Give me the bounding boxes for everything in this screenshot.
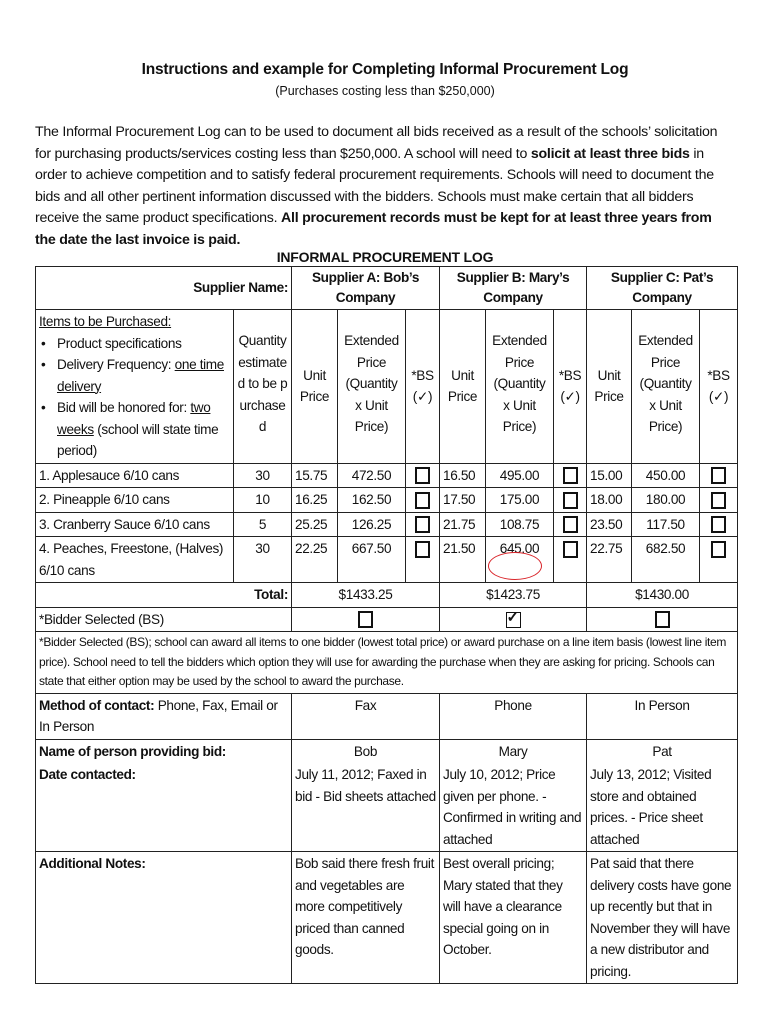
item-quantity: 5	[234, 512, 292, 537]
checkbox-icon	[358, 611, 373, 628]
bidder-selected-row	[36, 607, 738, 632]
intro-bold-2: All procurement records must be kept for at least three years from the date the last invoice is paid.	[35, 210, 712, 248]
supplier-a-method: Fax	[292, 693, 440, 739]
bidder-note-row	[36, 632, 738, 694]
a-bs-checkbox[interactable]	[406, 463, 440, 488]
checkbox-icon	[415, 467, 430, 484]
a-bs-checkbox[interactable]	[406, 537, 440, 583]
method-label-rest: Phone, Fax, Email or In Person	[39, 697, 278, 734]
c-bs-checkbox[interactable]	[700, 463, 738, 488]
bidder-selected-label: *Bidder Selected (BS)	[36, 607, 292, 632]
person-label: Name of person providing bid:	[36, 739, 292, 763]
b-bs-checkbox[interactable]	[554, 463, 587, 488]
supplier-b-method: Phone	[440, 693, 587, 739]
a-unit-price: 22.25	[292, 537, 338, 583]
checkbox-icon	[415, 516, 430, 533]
b-unit-price: 16.50	[440, 463, 486, 488]
b-extended-price: 108.75	[486, 512, 554, 537]
b-extended-price: 175.00	[486, 488, 554, 513]
intro-bold-1: solicit at least three bids	[530, 145, 690, 162]
a-unit-price: 16.25	[292, 488, 338, 513]
supplier-b-person: Mary	[440, 739, 587, 763]
item-name: 3. Cranberry Sauce 6/10 cans	[36, 512, 234, 537]
a-bs-header: *BS (✓)	[406, 310, 440, 464]
c-unit-price: 22.75	[587, 537, 632, 583]
intro-text-1: The Informal Procurement Log can to be used to document all bids received as a result of the schools’ solicitation for purchasing products/services costing less than $250,000. A school will need to	[35, 124, 718, 162]
supplier-c-date: July 13, 2012; Visited store and obtained prices. - Price sheet attached	[587, 763, 738, 852]
total-row	[36, 583, 738, 608]
document-subtitle: (Purchases costing less than $250,000)	[275, 84, 495, 98]
a-extended-price: 162.50	[338, 488, 406, 513]
b-unit-price: 17.50	[440, 488, 486, 513]
quantity-header: Quantity estimated to be purchased	[234, 310, 292, 464]
c-extended-price: 450.00	[632, 463, 700, 488]
supplier-a-total: $1433.25	[292, 583, 440, 608]
checkbox-icon	[563, 492, 578, 509]
a-extended-price: 472.50	[338, 463, 406, 488]
supplier-a-name: Supplier A: Bob’s Company	[292, 267, 440, 310]
supplier-c-selected[interactable]	[587, 607, 738, 632]
item-quantity: 10	[234, 488, 292, 513]
checkbox-icon	[655, 611, 670, 628]
honor-suffix: (school will state time period)	[57, 421, 219, 458]
b-extended-price: 495.00	[486, 463, 554, 488]
a-bs-checkbox[interactable]	[406, 488, 440, 513]
checkbox-icon	[563, 467, 578, 484]
table-row	[36, 537, 738, 583]
log-heading: INFORMAL PROCUREMENT LOG	[276, 249, 494, 265]
total-label: Total:	[36, 583, 292, 608]
b-extended-price: 645.00	[486, 537, 554, 583]
c-unit-price: 15.00	[587, 463, 632, 488]
items-spec: • Product specifications	[57, 333, 230, 355]
checkbox-icon	[563, 516, 578, 533]
method-label-bold: Method of contact:	[39, 697, 155, 713]
supplier-name-label: Supplier Name:	[36, 267, 292, 310]
b-unit-price: 21.75	[440, 512, 486, 537]
c-extended-price: 117.50	[632, 512, 700, 537]
checkbox-icon	[711, 541, 726, 558]
supplier-c-method: In Person	[587, 693, 738, 739]
a-extended-price: 126.25	[338, 512, 406, 537]
a-unit-price: 15.75	[292, 463, 338, 488]
honor-prefix: Bid will be honored for:	[57, 400, 191, 415]
b-unit-header: Unit Price	[440, 310, 486, 464]
item-name: 4. Peaches, Freestone, (Halves) 6/10 cans	[36, 537, 234, 583]
honor-value: two weeks	[57, 400, 211, 437]
c-bs-checkbox[interactable]	[700, 537, 738, 583]
supplier-c-person: Pat	[587, 739, 738, 763]
supplier-a-person: Bob	[292, 739, 440, 763]
supplier-c-notes: Pat said that there delivery costs have gone up recently but that in November they will have a new distributor and pricing.	[587, 852, 738, 984]
c-unit-price: 18.00	[587, 488, 632, 513]
column-header-row	[36, 310, 738, 464]
checkbox-icon	[711, 467, 726, 484]
b-extended-header: Extended Price (Quantity x Unit Price)	[486, 310, 554, 464]
c-bs-checkbox[interactable]	[700, 512, 738, 537]
items-delivery	[57, 354, 230, 397]
supplier-b-name: Supplier B: Mary’s Company	[440, 267, 587, 310]
b-bs-checkbox[interactable]	[554, 537, 587, 583]
c-unit-header: Unit Price	[587, 310, 632, 464]
intro-text-2: in order to achieve competition and to satisfy federal procurement requirements. Schools will need to document the bids and all other pertinent information discussed with the bidders. Schools must make certain that all bidders receive the same product specifications.	[35, 145, 714, 226]
a-bs-checkbox[interactable]	[406, 512, 440, 537]
intro-paragraph	[35, 122, 735, 251]
checkbox-icon	[415, 541, 430, 558]
supplier-b-total: $1423.75	[440, 583, 587, 608]
supplier-c-total: $1430.00	[587, 583, 738, 608]
person-row	[36, 739, 738, 763]
date-label: Date contacted:	[36, 763, 292, 852]
c-bs-header: *BS (✓)	[700, 310, 738, 464]
table-row	[36, 488, 738, 513]
item-quantity: 30	[234, 463, 292, 488]
a-extended-header: Extended Price (Quantity x Unit Price)	[338, 310, 406, 464]
checkbox-icon	[415, 492, 430, 509]
supplier-c-name: Supplier C: Pat’s Company	[587, 267, 738, 310]
notes-row	[36, 852, 738, 984]
supplier-b-date: July 10, 2012; Price given per phone. - Confirmed in writing and attached	[440, 763, 587, 852]
b-bs-checkbox[interactable]	[554, 488, 587, 513]
c-unit-price: 23.50	[587, 512, 632, 537]
method-label	[36, 693, 292, 739]
b-bs-header: *BS (✓)	[554, 310, 587, 464]
items-header-title: Items to be Purchased:	[39, 314, 172, 329]
b-bs-checkbox[interactable]	[554, 512, 587, 537]
b-unit-price: 21.50	[440, 537, 486, 583]
delivery-prefix: Delivery Frequency:	[57, 357, 175, 372]
procurement-log-table	[35, 266, 738, 984]
supplier-a-selected[interactable]	[292, 607, 440, 632]
c-extended-price: 682.50	[632, 537, 700, 583]
checkbox-icon	[563, 541, 578, 558]
a-extended-price: 667.50	[338, 537, 406, 583]
item-name: 2. Pineapple 6/10 cans	[36, 488, 234, 513]
supplier-b-selected[interactable]	[440, 607, 587, 632]
delivery-value: one time delivery	[57, 357, 224, 394]
notes-label: Additional Notes:	[36, 852, 292, 984]
bidder-selected-note: *Bidder Selected (BS); school can award all items to one bidder (lowest total price) or award purchase on a line item basis (lowest line item price). School need to tell the bidders which option they will use for awarding the purchase when they are asking for pricing. Schools can state that either option may be used by the school to award the purchase.	[36, 632, 738, 694]
item-name: 1. Applesauce 6/10 cans	[36, 463, 234, 488]
items-honor	[57, 397, 230, 462]
date-row	[36, 763, 738, 852]
a-unit-header: Unit Price	[292, 310, 338, 464]
supplier-header-row	[36, 267, 738, 310]
a-unit-price: 25.25	[292, 512, 338, 537]
checkbox-checked-icon	[506, 612, 521, 628]
document-title: Instructions and example for Completing Informal Procurement Log	[141, 61, 629, 78]
supplier-a-date: July 11, 2012; Faxed in bid - Bid sheets attached	[292, 763, 440, 852]
c-extended-header: Extended Price (Quantity x Unit Price)	[632, 310, 700, 464]
table-row	[36, 463, 738, 488]
checkbox-icon	[711, 492, 726, 509]
table-row	[36, 512, 738, 537]
item-quantity: 30	[234, 537, 292, 583]
c-extended-price: 180.00	[632, 488, 700, 513]
checkbox-icon	[711, 516, 726, 533]
items-header-cell	[36, 310, 234, 464]
supplier-b-notes: Best overall pricing; Mary stated that they will have a clearance special going on in October.	[440, 852, 587, 984]
c-bs-checkbox[interactable]	[700, 488, 738, 513]
supplier-a-notes: Bob said there fresh fruit and vegetables are more competitively priced than canned goods.	[292, 852, 440, 984]
red-annotation-circle	[488, 552, 542, 580]
method-row	[36, 693, 738, 739]
